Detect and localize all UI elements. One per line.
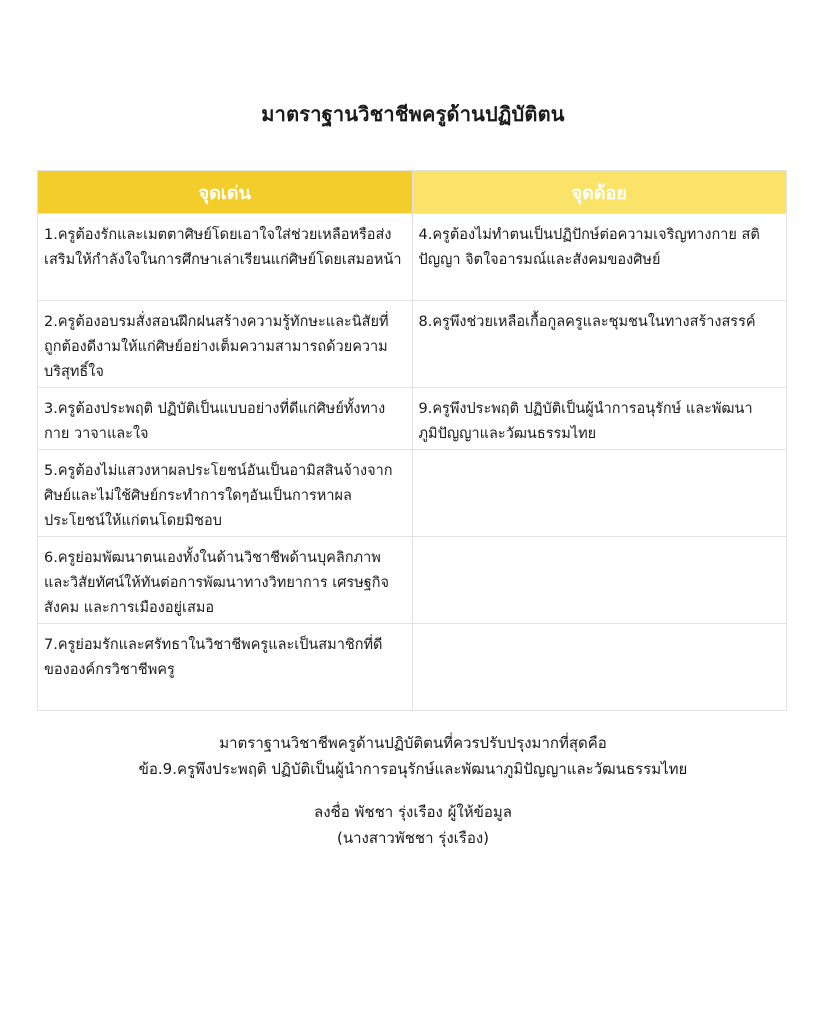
signature-name: (นางสาวพัชชา รุ่งเรือง) xyxy=(336,829,490,847)
comparison-table xyxy=(37,170,787,711)
weakness-cell xyxy=(412,450,787,537)
weakness-cell: 4.ครูต้องไม่ทำตนเป็นปฏิปักษ์ต่อความเจริญทางกาย สติปัญญา จิตใจอารมณ์และสังคมของศิษย์ xyxy=(412,214,787,301)
table-header-row xyxy=(38,171,787,214)
conclusion-line-2: ข้อ.9.ครูพึงประพฤติ ปฏิบัติเป็นผู้นำการอนุรักษ์และพัฒนาภูมิปัญญาและวัฒนธรรมไทย xyxy=(138,760,688,778)
signature-line: ลงชื่อ พัชชา รุ่งเรือง ผู้ให้ข้อมูล xyxy=(314,803,512,821)
header-strengths: จุดเด่น xyxy=(38,171,413,214)
strength-cell: 3.ครูต้องประพฤติ ปฏิบัติเป็นแบบอย่างที่ดีแก่ศิษย์ทั้งทางกาย วาจาและใจ xyxy=(38,388,413,450)
strength-cell: 6.ครูย่อมพัฒนาตนเองทั้งในด้านวิชาชีพด้านบุคลิกภาพและวิสัยทัศน์ให้ทันต่อการพัฒนาทางวิทยาการ เศรษฐกิจ สังคม และการเมืองอยู่เสมอ xyxy=(38,537,413,624)
strength-cell: 1.ครูต้องรักและเมตตาศิษย์โดยเอาใจใส่ช่วยเหลือหรือส่งเสริมให้กำลังใจในการศึกษาเล่าเรียนแก่ศิษย์โดยเสมอหน้า xyxy=(38,214,413,301)
table-row xyxy=(38,388,787,450)
weakness-cell: 9.ครูพึงประพฤติ ปฏิบัติเป็นผู้นำการอนุรักษ์ และพัฒนาภูมิปัญญาและวัฒนธรรมไทย xyxy=(412,388,787,450)
strength-cell: 7.ครูย่อมรักและศรัทธาในวิชาชีพครูและเป็นสมาชิกที่ดีขององค์กรวิชาชีพครู xyxy=(38,624,413,711)
table-row xyxy=(38,537,787,624)
table-row xyxy=(38,214,787,301)
table-row xyxy=(38,624,787,711)
page-title: มาตราฐานวิชาชีพครูด้านปฏิบัติตน xyxy=(261,102,565,126)
header-weaknesses: จุดด้อย xyxy=(412,171,787,214)
strength-cell: 2.ครูต้องอบรมสั่งสอนฝึกฝนสร้างความรู้ทักษะและนิสัยที่ถูกต้องดีงามให้แก่ศิษย์อย่างเต็มความสามารถด้วยความบริสุทธิ์ใจ xyxy=(38,301,413,388)
table-row xyxy=(38,450,787,537)
weakness-cell: 8.ครูพึงช่วยเหลือเกื้อกูลครูและชุมชนในทางสร้างสรรค์ xyxy=(412,301,787,388)
weakness-cell xyxy=(412,537,787,624)
weakness-cell xyxy=(412,624,787,711)
table-row xyxy=(38,301,787,388)
strength-cell: 5.ครูต้องไม่แสวงหาผลประโยชน์อันเป็นอามิสสินจ้างจากศิษย์และไม่ใช้ศิษย์กระทำการใดๆอันเป็นการหาผลประโยชน์ให้แก่ตนโดยมิชอบ xyxy=(38,450,413,537)
conclusion-line-1: มาตราฐานวิชาชีพครูด้านปฏิบัติตนที่ควรปรับปรุงมากที่สุดคือ xyxy=(219,734,607,752)
